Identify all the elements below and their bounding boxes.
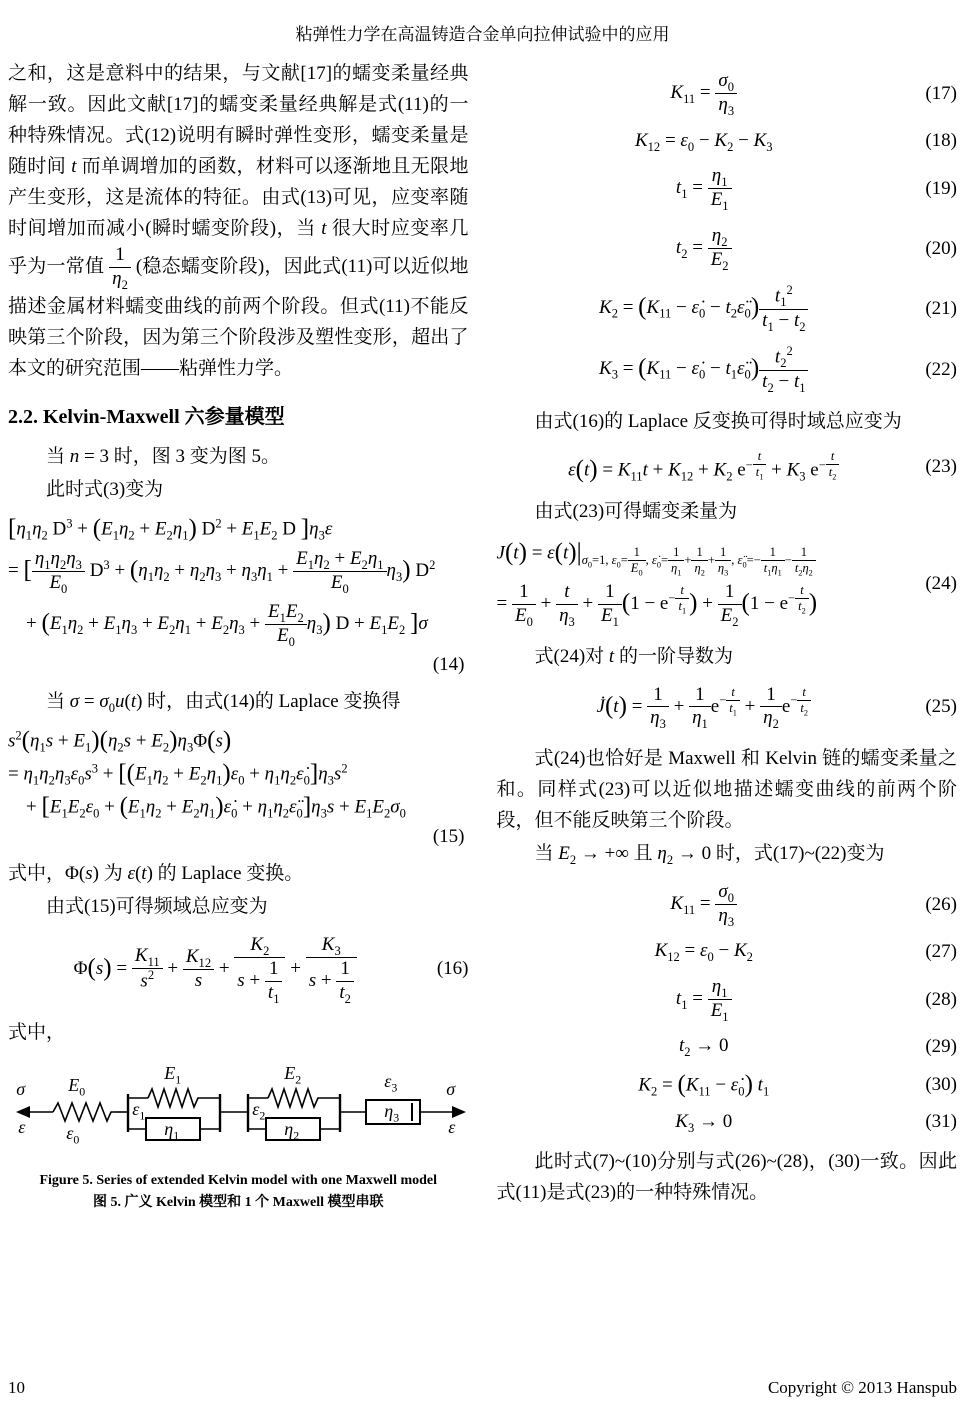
equation-21 — [497, 284, 958, 333]
equation-25-body: J̇(t) = $\frac{1}{\eta_3}$ + $\frac{1}{\eta_1}$ $e^{- \frac{t}{t_1}}$ + $\frac{1}{\eta_2}$ $e^{- \frac{t}{t_2}}$ — [497, 684, 912, 731]
paragraph-eq3-becomes: 此时式(3)变为 — [46, 479, 164, 501]
figure-label-eps3: $\varepsilon_3$ — [384, 1071, 398, 1095]
equation-27 — [497, 940, 958, 963]
paragraph-inverse-laplace: 由式(16)的 Laplace 反变换可得时域总应变为 — [534, 411, 902, 433]
paragraph-phi-definition: 式中，Φ(s) 为 ε(t) 的 Laplace 变换。 — [8, 862, 304, 884]
left-column — [8, 58, 469, 1214]
paragraph-from-eq15: 由式(15)可得频域总应变为 — [46, 895, 268, 917]
figure-label-eta2: $\eta_2$ — [284, 1119, 300, 1143]
equation-18-number: (18) — [925, 130, 957, 152]
equation-14-line2: = [ $\frac{\eta_1\eta_2\eta_3}{E_0}$ $D^3 + (\eta_1\eta_2 + \eta_2\eta_3 + \eta_3\eta_1$ + $\frac{E_1\eta_2 + E_2\eta_1}{E_0}$ $\eta_3$) $D^2$ — [8, 548, 436, 597]
equation-14 — [8, 515, 469, 675]
equation-14-number: (14) — [432, 653, 465, 675]
equation-26 — [497, 881, 958, 929]
equation-15 — [8, 727, 469, 848]
equation-20-number: (20) — [925, 237, 957, 259]
paragraph-first-derivative: 式(24)对 t 的一阶导数为 — [534, 645, 733, 667]
content-columns — [8, 58, 957, 1214]
paragraph-creep-discussion: 之和，这是意料中的结果，与文献[17]的蠕变柔量经典解一致。因此文献[17]的蠕变柔量经典解是式(11)的一种特殊情况。式(12)说明有瞬时弹性变形，蠕变柔量是随时间 t 而单调增加的函数，材料可以逐渐地且无限地产生变形，这是流体的特征。由式(13)可见，应变率随时间增加而减小(瞬时蠕变阶段)，当 t 很大时应变率几乎为一常值 $\frac{1}{\eta_2}$ (稳态蠕变阶段)，因此式(11)可以近似地描述金属材料蠕变曲线的前两个阶段。但式(11)不能反映第三个阶段，因为第三个阶段涉及塑性变形，超出了本文的研究范围——粘弹性力学。 — [8, 63, 469, 380]
figure-label-sigma-left: σ — [16, 1079, 26, 1099]
figure-5-caption-zh: 图 5. 广义 Kelvin 模型和 1 个 Maxwell 模型串联 — [93, 1195, 384, 1210]
paragraph-limit-case: 当 $E_2$ → +∞ 且 $\eta_2 \to 0$ 时，式(17)~(22)变为 — [534, 842, 885, 867]
figure-label-E2: $E_2$ — [284, 1063, 302, 1087]
equation-21-number: (21) — [925, 297, 957, 319]
equation-15-line2: = $\eta_1\eta_2\eta_3\varepsilon_0s^3 + [(E_1\eta_2 + E_2\eta_1)\varepsilon_0$ + $\eta_1\eta_2\varepsiloṅ_0]\eta_3s^2$ — [8, 759, 348, 787]
equation-29-body: $t_2 \to 0$ — [678, 1035, 729, 1060]
equation-28-body: $t_1$ = $\frac{\eta_1}{E_1}$ — [497, 976, 912, 1024]
equation-31 — [497, 1111, 958, 1134]
figure-label-eps0: $\varepsilon_0$ — [66, 1123, 80, 1147]
figure-5-diagram — [8, 1062, 468, 1162]
equation-22 — [497, 345, 958, 394]
equation-24 — [497, 539, 958, 628]
equation-31-number: (31) — [925, 1111, 957, 1133]
paragraph-conclusion-special-case: 此时式(7)~(10)分别与式(26)~(28)，(30)一致。因此式(11)是式(23)的一种特殊情况。 — [496, 1151, 957, 1204]
figure-label-E0: $E_0$ — [68, 1075, 86, 1099]
equation-23 — [497, 449, 958, 484]
figure-label-eps2: $\varepsilon_2$ — [252, 1099, 266, 1123]
equation-28-number: (28) — [925, 988, 957, 1010]
spring-e1-icon — [148, 1089, 200, 1107]
equation-15-line3: + [$E_1E_2\varepsilon_0 + (E_1\eta_2$ + $E_2\eta_1)\varepsiloṅ_0$ + $\eta_1\eta_2\varepsilon̈_0]\eta_3s + E_1E_2\sigma_0$ — [26, 792, 406, 820]
equation-27-body: $K_{12} = \varepsilon_0 - K_2$ — [654, 940, 753, 965]
paragraph-laplace-of-14: 当 $\sigma = \sigma_0u(t)$ 时，由式(14)的 Laplace 变换得 — [46, 690, 401, 715]
figure-label-E1: $E_1$ — [164, 1063, 182, 1087]
equation-14-line3: + ($E_1\eta_2 + E_1\eta_3 + E_2\eta_1 + E_2\eta_3$ + $\frac{E_1E_2}{E_0}$ $\eta_3$) $D + E_1E_2$ ]σ — [26, 600, 428, 649]
paragraph-n3: 当 n = 3 时，图 3 变为图 5。 — [46, 446, 280, 468]
equation-24-number: (24) — [925, 572, 957, 594]
equation-16-number: (16) — [436, 958, 469, 980]
equation-17-number: (17) — [925, 82, 957, 104]
equation-14-line1: [$\eta_1\eta_2$ $D^3 + (E_1\eta_2 + E_2\eta_1) D^2 + E_1E_2$ D ]$\eta_3\varepsilon$ — [8, 515, 333, 543]
page-header — [0, 20, 965, 45]
figure-5-caption-en: Figure 5. Series of extended Kelvin model with one Maxwell model — [39, 1173, 438, 1188]
equation-17-body: $K_{11}$ = $\frac{\sigma_0}{\eta_3}$ — [497, 70, 912, 118]
equation-23-number: (23) — [925, 455, 957, 477]
equation-16-body: Φ(s) = $\frac{K_{11}}{s^2}$ + $\frac{K_{12}}{s}$ + $K_2$ s + $\frac{1}{t_1}$ + $K_3$ s + $\frac{1}{t_2}$ — [8, 934, 423, 1005]
equation-22-number: (22) — [925, 358, 957, 380]
equation-26-body: $K_{11}$ = $\frac{\sigma_0}{\eta_3}$ — [497, 881, 912, 929]
copyright-notice: Copyright © 2013 Hanspub — [767, 1378, 957, 1397]
equation-25-number: (25) — [925, 696, 957, 718]
equation-18-body: $K_{12} = \varepsilon_0 - K_2 - K_3$ — [634, 129, 773, 154]
equation-27-number: (27) — [925, 941, 957, 963]
equation-20 — [497, 225, 958, 273]
figure-label-sigma-right: σ — [446, 1079, 456, 1099]
equation-31-body: $K_3 \to 0$ — [675, 1110, 733, 1135]
equation-22-body: $K_3 = (K_{11}$ − $\varepsiloṅ_0$ − $t_1\varepsilon̈_0$) $\frac{t_2^2}{t_2 - t_1}$ — [497, 345, 912, 394]
equation-19-body: $t_1$ = $\frac{\eta_1}{E_1}$ — [497, 165, 912, 213]
paragraph-maxwell-kelvin-sum: 式(24)也恰好是 Maxwell 和 Kelvin 链的蠕变柔量之和。同样式(23)可以近似地描述蠕变曲线的前两个阶段，但不能反映第三个阶段。 — [496, 747, 957, 831]
paragraph-where: 式中， — [8, 1022, 66, 1043]
spring-e0-icon — [53, 1103, 115, 1121]
equation-19 — [497, 165, 958, 213]
equation-15-line1: $s^2(\eta_1s + E_1)(\eta_2s + E_2)\eta_3\Phi(s)$ — [8, 726, 232, 754]
equation-23-body: $\varepsilon(t) = K_{11}t + K_{12} + K_2$ $e^{- \frac{t}{t_1}}$ + $K_3$ $e^{- \frac{t}{t_2}}$ — [497, 449, 912, 484]
equation-24-line1: $J(t) = \varepsilon(t)|_{\sigma_0=1, \varepsilon_0= \frac{1}{E_0} , \varepsiloṅ_0= \frac{1}{\eta_1} + \frac{1}{\eta_2} + \frac{1}{\eta_3} , \varepsilon̈_0=- \frac{1}{t_1\eta_1} - \frac{1}{t_2\eta_2}}$ — [497, 539, 912, 577]
figure-label-eta1: $\eta_1$ — [164, 1119, 180, 1143]
equation-21-body: $K_2 = (K_{11}$ − $\varepsiloṅ_0$ − $t_2\varepsilon̈_0$) $\frac{t_1^2}{t_1 - t_2}$ — [497, 284, 912, 333]
equation-30-number: (30) — [925, 1073, 957, 1095]
figure-5 — [8, 1062, 469, 1214]
equation-28 — [497, 976, 958, 1024]
equation-30 — [497, 1071, 958, 1099]
equation-16 — [8, 934, 469, 1005]
equation-30-body: $K_2 = (K_{11}$ − $\varepsiloṅ_0$) $t_1$ — [638, 1070, 770, 1099]
equation-29 — [497, 1035, 958, 1058]
figure-label-eta3: $\eta_3$ — [384, 1101, 400, 1125]
equation-15-number: (15) — [432, 825, 465, 847]
equation-17 — [497, 70, 958, 118]
equation-18 — [497, 130, 958, 153]
page-number: 10 — [8, 1378, 25, 1397]
equation-24-line2: = $\frac{1}{E_0}$ + $\frac{t}{\eta_3}$ + $\frac{1}{E_1}$ ($1 - e^{- \frac{t}{t_1}}$ ) + $\frac{1}{E_2}$ ($1 - e^{- \frac{t}{t_2}}$ ) — [496, 581, 818, 629]
figure-label-eps-right: ε — [448, 1117, 456, 1137]
section-heading-2-2: 2.2. Kelvin-Maxwell 六参量模型 — [8, 406, 285, 429]
equation-26-number: (26) — [925, 893, 957, 915]
equation-19-number: (19) — [925, 177, 957, 199]
equation-25 — [497, 684, 958, 731]
header-title: 粘弹性力学在高温铸造合金单向拉伸试验中的应用 — [295, 25, 670, 44]
equation-24-lines — [497, 539, 912, 628]
right-column — [497, 58, 958, 1214]
figure-label-eps-left: ε — [18, 1117, 26, 1137]
equation-20-body: $t_2$ = $\frac{\eta_2}{E_2}$ — [497, 225, 912, 273]
spring-e2-icon — [268, 1089, 320, 1107]
equation-29-number: (29) — [925, 1036, 957, 1058]
figure-label-eps1: $\varepsilon_1$ — [132, 1099, 146, 1123]
paragraph-creep-compliance: 由式(23)可得蠕变柔量为 — [534, 501, 738, 523]
equation-24-body — [497, 539, 912, 628]
page-footer — [8, 1378, 957, 1398]
